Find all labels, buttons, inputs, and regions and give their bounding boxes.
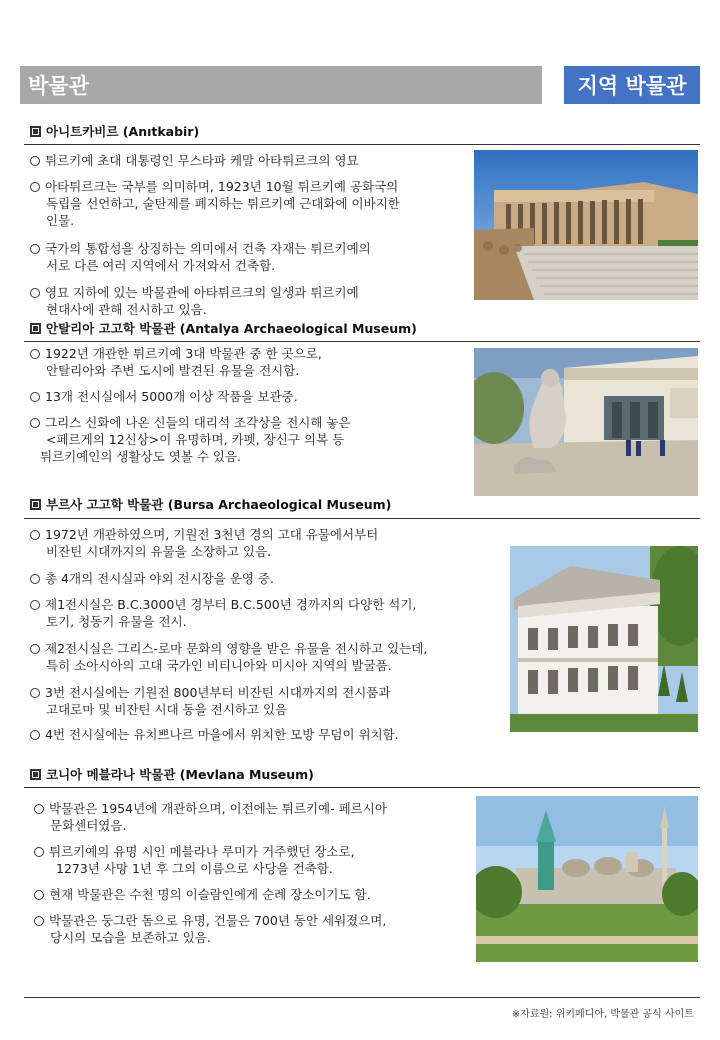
list-item: 아타튀르크는 국부를 의미하며, 1923년 10월 튀르키예 공화국의 독립을 선언하고, 술탄제를 폐지하는 튀르키예 근대화에 이바지한 인물. <box>30 178 400 229</box>
footer-divider <box>24 997 700 998</box>
checkbox-square-icon <box>30 769 41 780</box>
header-bar <box>20 66 700 104</box>
circle-bullet-icon <box>30 392 40 402</box>
list-item: 4번 전시실에는 유치쁘나르 마을에서 위치한 모방 무덤이 위치함. <box>30 726 399 743</box>
list-item: 박물관은 1954년에 개관하으며, 이전에는 튀르키예- 페르시아 문화센터였음. <box>34 800 387 834</box>
list-item: 그리스 신화에 나온 신들의 대리석 조각상을 전시해 놓은 <페르게의 12신상>이 유명하며, 카펫, 장신구 의복 등 튀르키예인의 생활상도 엿볼 수 있음. <box>30 414 351 465</box>
checkbox-square-icon <box>30 499 41 510</box>
list-item: 제2전시실은 그리스-로마 문화의 영향을 받은 유물을 전시하고 있는데, 특히 소아시아의 고대 국가인 비티니아와 미시아 지역의 발굴품. <box>30 640 427 674</box>
header-tag: 지역 박물관 <box>577 74 687 98</box>
header-tag-block <box>564 66 700 104</box>
section-title-anitkabir: 아니트카비르 (Anıtkabir) <box>30 122 199 140</box>
anitkabir-photo <box>474 150 698 300</box>
list-item: 현재 박물관은 수천 명의 이슬람인에게 순례 장소이기도 함. <box>34 886 371 903</box>
section-title-mevlana: 코니아 메블라나 박물관 (Mevlana Museum) <box>30 765 314 783</box>
bursa-museum-photo <box>510 546 698 732</box>
circle-bullet-icon <box>30 244 40 254</box>
list-item: 튀르키예 초대 대통령인 무스타파 케말 아타튀르크의 영묘 <box>30 152 359 169</box>
list-item: 1972년 개관하였으며, 기원전 3천년 경의 고대 유물에서부터 비잔틴 시대까지의 유물을 소장하고 있음. <box>30 526 378 560</box>
circle-bullet-icon <box>30 182 40 192</box>
section-divider <box>24 144 700 145</box>
header-title-block <box>20 66 542 104</box>
circle-bullet-icon <box>30 600 40 610</box>
list-item: 튀르키예의 유명 시인 메블라나 루미가 거주했던 장소로, 1273년 사망 1년 후 그의 이름으로 사당을 건축함. <box>34 843 355 877</box>
circle-bullet-icon <box>30 349 40 359</box>
list-item: 박물관은 둥그란 돔으로 유명, 건물은 700년 동안 세워졌으며, 당시의 모습을 보존하고 있음. <box>34 912 386 946</box>
list-item: 3번 전시실에는 기원전 800년부터 비잔틴 시대까지의 전시품과 고대로마 및 비잔틴 시대 동을 전시하고 있음 <box>30 684 390 718</box>
list-item: 총 4개의 전시실과 야외 전시장을 운영 중. <box>30 570 274 587</box>
checkbox-square-icon <box>30 323 41 334</box>
section-title-bursa: 부르사 고고학 박물관 (Bursa Archaeological Museum) <box>30 495 391 513</box>
circle-bullet-icon <box>30 730 40 740</box>
checkbox-square-icon <box>30 126 41 137</box>
section-divider <box>24 341 700 342</box>
circle-bullet-icon <box>30 156 40 166</box>
circle-bullet-icon <box>30 644 40 654</box>
list-item: 영묘 지하에 있는 박물관에 아타튀르크의 일생과 튀르키예 현대사에 관해 전시하고 있음. <box>30 284 359 318</box>
circle-bullet-icon <box>34 847 44 857</box>
list-item: 13개 전시실에서 5000개 이상 작품을 보관중. <box>30 388 298 405</box>
list-item: 국가의 통합성을 상징하는 의미에서 건축 자재는 튀르키예의 서로 다른 여러 지역에서 가져와서 건축함. <box>30 240 371 274</box>
list-item: 제1전시실은 B.C.3000년 경부터 B.C.500년 경까지의 다양한 석기, 토기, 청동기 유물을 전시. <box>30 596 416 630</box>
antalya-museum-photo <box>474 348 698 496</box>
circle-bullet-icon <box>34 804 44 814</box>
mevlana-museum-photo <box>476 796 698 962</box>
circle-bullet-icon <box>30 288 40 298</box>
circle-bullet-icon <box>30 574 40 584</box>
section-divider <box>24 787 700 788</box>
section-divider <box>24 518 700 519</box>
circle-bullet-icon <box>30 418 40 428</box>
list-item: 1922년 개관한 튀르키예 3대 박물관 중 한 곳으로, 안탈리아와 주변 도시에 발견된 유물을 전시함. <box>30 345 322 379</box>
circle-bullet-icon <box>34 916 44 926</box>
section-title-antalya: 안탈리아 고고학 박물관 (Antalya Archaeological Museum) <box>30 319 417 337</box>
source-note: ※자료원: 위키페디아, 박물관 공식 사이트 <box>511 1009 694 1020</box>
page-title: 박물관 <box>28 74 89 98</box>
circle-bullet-icon <box>30 688 40 698</box>
circle-bullet-icon <box>30 530 40 540</box>
circle-bullet-icon <box>34 890 44 900</box>
